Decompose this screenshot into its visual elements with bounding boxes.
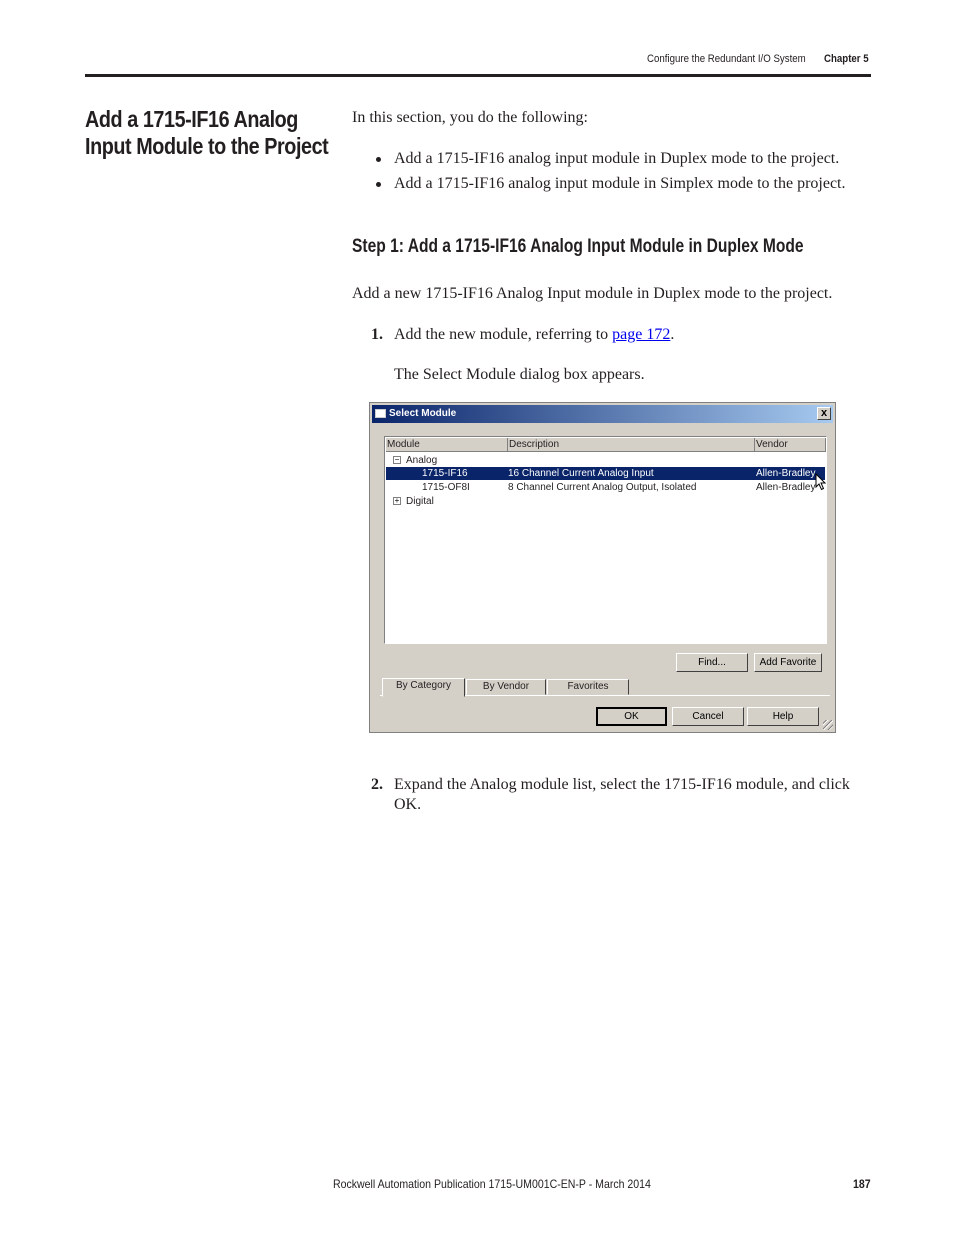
column-header-module[interactable]: Module [386, 438, 508, 452]
tree-row-name: Digital [406, 496, 434, 507]
dialog-title: Select Module [389, 408, 457, 419]
step-1-text-after: . [670, 326, 675, 343]
ok-button[interactable]: OK [596, 707, 667, 726]
add-favorite-button[interactable]: Add Favorite [754, 653, 822, 672]
resize-grip-icon[interactable] [823, 720, 833, 730]
section-title-line1: Add a 1715-IF16 Analog [85, 106, 298, 132]
window-icon [375, 409, 386, 418]
step-heading: Step 1: Add a 1715-IF16 Analog Input Module in Duplex Mode [352, 236, 804, 257]
find-button[interactable]: Find... [676, 653, 748, 672]
help-button[interactable]: Help [747, 707, 819, 726]
tree-row-digital[interactable] [386, 495, 825, 508]
cancel-button[interactable]: Cancel [672, 707, 744, 726]
select-module-dialog [369, 402, 836, 733]
dialog-title-bar [372, 405, 833, 423]
bullet-dot [376, 157, 381, 162]
column-header-description[interactable]: Description [508, 438, 755, 452]
header-rule [85, 74, 871, 77]
step-2-line2: OK. [394, 796, 422, 813]
running-header-section: Configure the Redundant I/O System [647, 53, 806, 65]
step-1-note: The Select Module dialog box appears. [394, 366, 645, 383]
tree-row-analog[interactable] [386, 454, 825, 467]
module-vendor: Allen-Bradley [756, 482, 816, 493]
step-2-line1: Expand the Analog module list, select the 1715-IF16 module, and click [394, 776, 850, 793]
module-list[interactable] [384, 436, 827, 644]
tab-by-vendor[interactable]: By Vendor [466, 679, 546, 695]
running-header-chapter: Chapter 5 [824, 53, 869, 65]
tree-row-1715-if16[interactable] [386, 467, 825, 480]
footer-publication: Rockwell Automation Publication 1715-UM001C-EN-P - March 2014 [333, 1177, 651, 1191]
column-header-vendor[interactable]: Vendor [755, 438, 826, 452]
collapse-icon[interactable]: − [394, 455, 400, 464]
step-1-text [394, 325, 674, 345]
mouse-cursor-icon [815, 473, 827, 491]
tab-by-category[interactable]: By Category [382, 678, 465, 697]
page-link[interactable]: page 172 [612, 326, 671, 343]
module-name: 1715-IF16 [422, 468, 468, 479]
bullet-dot [376, 182, 381, 187]
page-number: 187 [853, 1177, 871, 1191]
step-1-number: 1. [371, 326, 383, 343]
step-intro: Add a new 1715-IF16 Analog Input module in Duplex mode to the project. [352, 285, 833, 302]
bullet-item-2: Add a 1715-IF16 analog input module in Simplex mode to the project. [394, 175, 846, 192]
bullet-item-1: Add a 1715-IF16 analog input module in Duplex mode to the project. [394, 150, 840, 167]
module-description: 16 Channel Current Analog Input [508, 468, 654, 479]
step-1-text-before: Add the new module, referring to [394, 326, 613, 343]
intro-text: In this section, you do the following: [352, 109, 588, 126]
expand-icon[interactable]: + [394, 496, 400, 505]
module-description: 8 Channel Current Analog Output, Isolated [508, 482, 697, 493]
close-button[interactable]: x [817, 407, 831, 420]
step-2-number: 2. [371, 776, 383, 793]
tree-row-name: Analog [406, 455, 438, 466]
tab-favorites[interactable]: Favorites [547, 679, 629, 695]
module-vendor: Allen-Bradley [756, 468, 816, 479]
tree-row-1715-of8i[interactable] [386, 481, 825, 494]
section-title-line2: Input Module to the Project [85, 133, 329, 159]
section-title [85, 106, 329, 160]
module-name: 1715-OF8I [422, 482, 470, 493]
